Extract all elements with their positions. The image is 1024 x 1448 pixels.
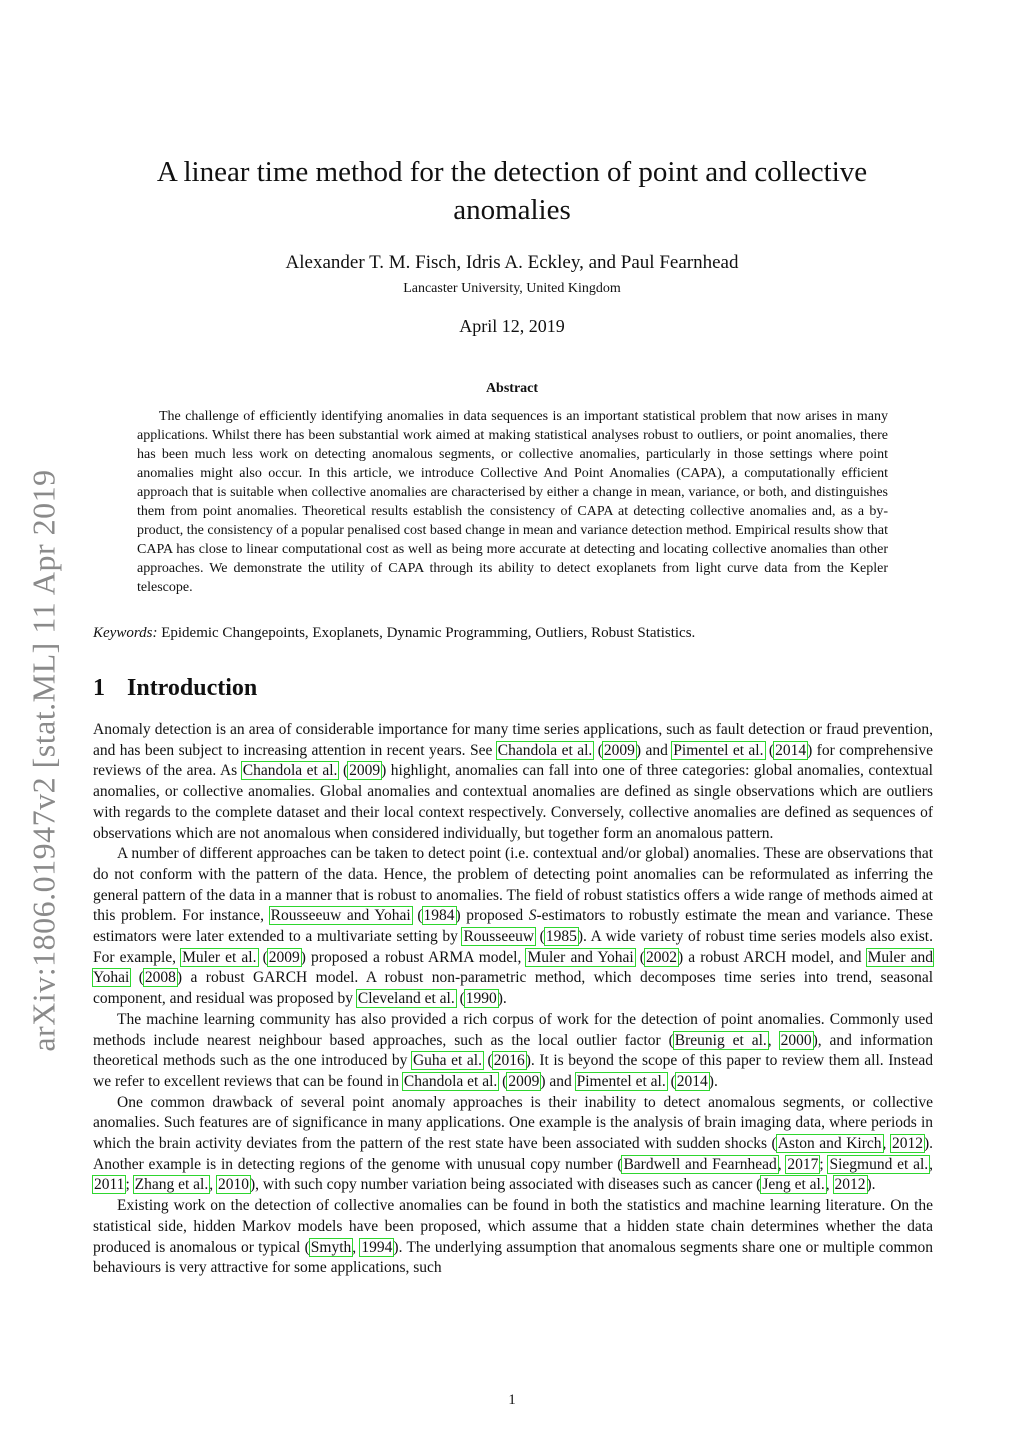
text: The machine learning community has also provided a rich corpus of work for the detection of point anomalies. Commonly used methods include nearest neighbour based approaches, such as the local outlier factor (	[93, 1010, 933, 1049]
citation-link[interactable]: Muler and Yohai	[527, 948, 634, 966]
citation-link[interactable]: Chandola et al.	[242, 762, 338, 780]
text: ) proposed	[455, 907, 529, 925]
section-number: 1	[93, 675, 105, 701]
text: One common drawback of several point anomaly approaches is their inability to detect anomalous segments, or collective anomalies. Such features are of significance in many applications. One example is the analysis of brain imaging data, where periods in which the brain activity deviates from the pattern of the rest state have been associated with sudden shocks (	[93, 1093, 933, 1153]
citation-year-link[interactable]: 2008	[144, 969, 176, 987]
citation-year-link[interactable]: 2014	[775, 741, 807, 759]
text: Existing work on the detection of collective anomalies can be found in both the statistics and machine learning literature. On the statistical side, hidden Markov models have been proposed, which assume that a hidden state chain determines whether the data produced is anomalous or typical (	[93, 1197, 933, 1256]
paragraph	[93, 1093, 933, 1197]
text: (	[482, 1052, 493, 1070]
paragraph	[93, 720, 933, 844]
citation-link[interactable]: Breunig et al.	[674, 1031, 767, 1049]
arxiv-identifier-text: arXiv:1806.01947v2 [stat.ML] 11 Apr 2019	[25, 468, 62, 1052]
text: ,	[352, 1238, 361, 1256]
citation-year-link[interactable]: 2009	[508, 1072, 540, 1090]
text: ,	[929, 1155, 934, 1173]
keywords-label: Keywords:	[93, 625, 158, 641]
text: ) and	[635, 741, 673, 759]
text: ,	[209, 1176, 217, 1194]
text: (	[130, 969, 144, 987]
arxiv-identifier	[14, 440, 74, 1080]
text: ) for comprehensive reviews of the area. As	[93, 741, 934, 780]
text: ,	[777, 1155, 787, 1173]
citation-year-link[interactable]: 1985	[545, 928, 577, 946]
citation-link[interactable]: Bardwell and Fearnhead	[623, 1155, 777, 1173]
citation-link[interactable]: Rousseeuw and Yohai	[270, 907, 411, 925]
citation-year-link[interactable]: 1984	[423, 907, 455, 925]
text: ,	[825, 1176, 834, 1194]
text: ,	[882, 1135, 891, 1153]
text: (	[498, 1072, 508, 1090]
text: ;	[819, 1155, 829, 1173]
introduction-body	[93, 720, 933, 1279]
citation-link[interactable]: Aston and Kirch	[777, 1135, 882, 1153]
citation-year-link[interactable]: 2000	[780, 1031, 812, 1049]
text: Anomaly detection is an area of considerable importance for many time series applications, such as fault detection or fraud prevention, and has been subject to increasing attention in recent years. See	[93, 721, 933, 759]
math-symbol: S	[528, 907, 537, 925]
text: ). Another example is in detecting regions of the genome with unusual copy number (	[93, 1135, 934, 1173]
citation-link[interactable]: Chandola et al.	[497, 741, 593, 759]
text: ) and	[540, 1072, 576, 1090]
citation-year-link[interactable]: 2010	[217, 1176, 249, 1194]
text: (	[411, 907, 423, 925]
paragraph	[93, 1010, 933, 1093]
paper-title: A linear time method for the detection of point and collective anomalies	[156, 156, 868, 226]
text: ,	[767, 1031, 780, 1049]
text: ).	[708, 1072, 718, 1090]
citation-year-link[interactable]: 1990	[465, 990, 497, 1008]
paragraph	[93, 1196, 933, 1279]
abstract-text: The challenge of efficiently identifying anomalies in data sequences is an important statistical problem that now arises in many applications. Whilst there has been substantial work aimed at making statistical analyses robust to outliers, or point anomalies, there has been much less work on detecting anomalous segments, or collective anomalies, particularly in those settings where point anomalies might also occur. In this article, we introduce Collective And Point Anomalies (CAPA), a computationally efficient approach that is suitable when collective anomalies are characterised by either a change in mean, variance, or both, and distinguishes them from point anomalies. Theoretical results establish the consistency of CAPA at detecting collective anomalies and, as a by-product, the consistency of a popular penalised cost based change in mean and variance detection method. Empirical results show that CAPA has close to linear computational cost as well as being more accurate at detecting and locating collective anomalies than other approaches. We demonstrate the utility of CAPA through its ability to detect exoplanets from light curve data from the Kepler telescope.	[137, 409, 888, 595]
abstract-heading: Abstract	[485, 381, 539, 396]
text: ) proposed a robust ARMA model,	[300, 948, 527, 966]
paragraph	[93, 844, 933, 1010]
page-number: 1	[508, 1392, 516, 1408]
citation-year-link[interactable]: 1994	[361, 1238, 393, 1256]
text: (	[535, 928, 545, 946]
text: (	[455, 990, 465, 1008]
text: (	[634, 948, 645, 966]
text: (	[666, 1072, 676, 1090]
keywords	[93, 625, 933, 642]
text: (	[338, 762, 349, 780]
text: ) a robust GARCH model. A robust non-parametric method, which decomposes time series into trend, seasonal component, and residual was proposed by	[93, 969, 933, 1008]
citation-link[interactable]: Muler et al.	[182, 948, 257, 966]
text: ).	[866, 1176, 876, 1194]
citation-link[interactable]: Smyth	[310, 1238, 352, 1256]
text: ).	[497, 990, 507, 1008]
citation-year-link[interactable]: 2011	[94, 1176, 125, 1194]
citation-link[interactable]: Rousseeuw	[463, 928, 535, 946]
text: (	[593, 741, 603, 759]
citation-year-link[interactable]: 2012	[891, 1135, 923, 1153]
citation-link[interactable]: Pimentel et al.	[576, 1072, 666, 1090]
citation-link[interactable]: Cleveland et al.	[357, 990, 455, 1008]
citation-link[interactable]: Guha et al.	[412, 1052, 482, 1070]
citation-year-link[interactable]: 2009	[603, 741, 635, 759]
section-heading	[93, 675, 257, 702]
authors: Alexander T. M. Fisch, Idris A. Eckley, and Paul Fearnhead	[285, 252, 739, 273]
citation-link[interactable]: Chandola et al.	[403, 1072, 498, 1090]
text: ), and information theoretical methods such as the one introduced by	[93, 1031, 934, 1070]
date: April 12, 2019	[459, 316, 565, 336]
section-title: Introduction	[127, 675, 258, 701]
citation-year-link[interactable]: 2009	[349, 762, 381, 780]
text: (	[764, 741, 775, 759]
citation-year-link[interactable]: 2016	[493, 1052, 525, 1070]
text: ). It is beyond the scope of this paper to review them all. Instead we refer to excellent reviews that can be found in	[93, 1052, 933, 1090]
text: -estimators to robustly estimate the mean and variance. These estimators were later extended to a multivariate setting by	[93, 907, 933, 946]
text: ). The underlying assumption that anomalous segments share one or multiple common behaviours is very attractive for some applications, such	[93, 1238, 934, 1277]
text: ) a robust ARCH model, and	[677, 948, 867, 966]
affiliation: Lancaster University, United Kingdom	[403, 281, 621, 296]
citation-year-link[interactable]: 2002	[645, 948, 677, 966]
text: A number of different approaches can be taken to detect point (i.e. contextual and/or global) anomalies. These are observations that do not conform with the pattern of the data. Hence, the problem of detecting point anomalies can be reformulated as inferring the general pattern of the data in a manner that is robust to anomalies. The field of robust statistics offers a wide range of methods aimed at this problem. For instance,	[93, 845, 933, 925]
citation-year-link[interactable]: 2012	[834, 1176, 866, 1194]
citation-link[interactable]: Jeng et al.	[762, 1176, 825, 1194]
text: ) highlight, anomalies can fall into one of three categories: global anomalies, contextual anomalies, or collective anomalies. Global anomalies and contextual anomalies are defined as single observations which are outliers with regards to the complete dataset and their local context respectively. Conversely, collective anomalies are defined as sequences of observations which are not anomalous when considered individually, but together form an anomalous pattern.	[93, 762, 933, 842]
text: ), with such copy number variation being associated with diseases such as cancer (	[249, 1176, 762, 1194]
citation-link[interactable]: Muler and Yohai	[93, 948, 934, 987]
citation-year-link[interactable]: 2014	[676, 1072, 708, 1090]
citation-link[interactable]: Pimentel et al.	[673, 741, 764, 759]
citation-year-link[interactable]: 2017	[787, 1155, 819, 1173]
text: ;	[125, 1176, 134, 1194]
text: ). A wide variety of robust time series models also exist. For example,	[93, 928, 933, 966]
citation-link[interactable]: Zhang et al.	[134, 1176, 209, 1194]
text: (	[257, 948, 268, 966]
citation-link[interactable]: Siegmund et al.	[829, 1155, 929, 1173]
keywords-text: Epidemic Changepoints, Exoplanets, Dynamic Programming, Outliers, Robust Statistics.	[161, 625, 696, 641]
citation-year-link[interactable]: 2009	[268, 948, 300, 966]
